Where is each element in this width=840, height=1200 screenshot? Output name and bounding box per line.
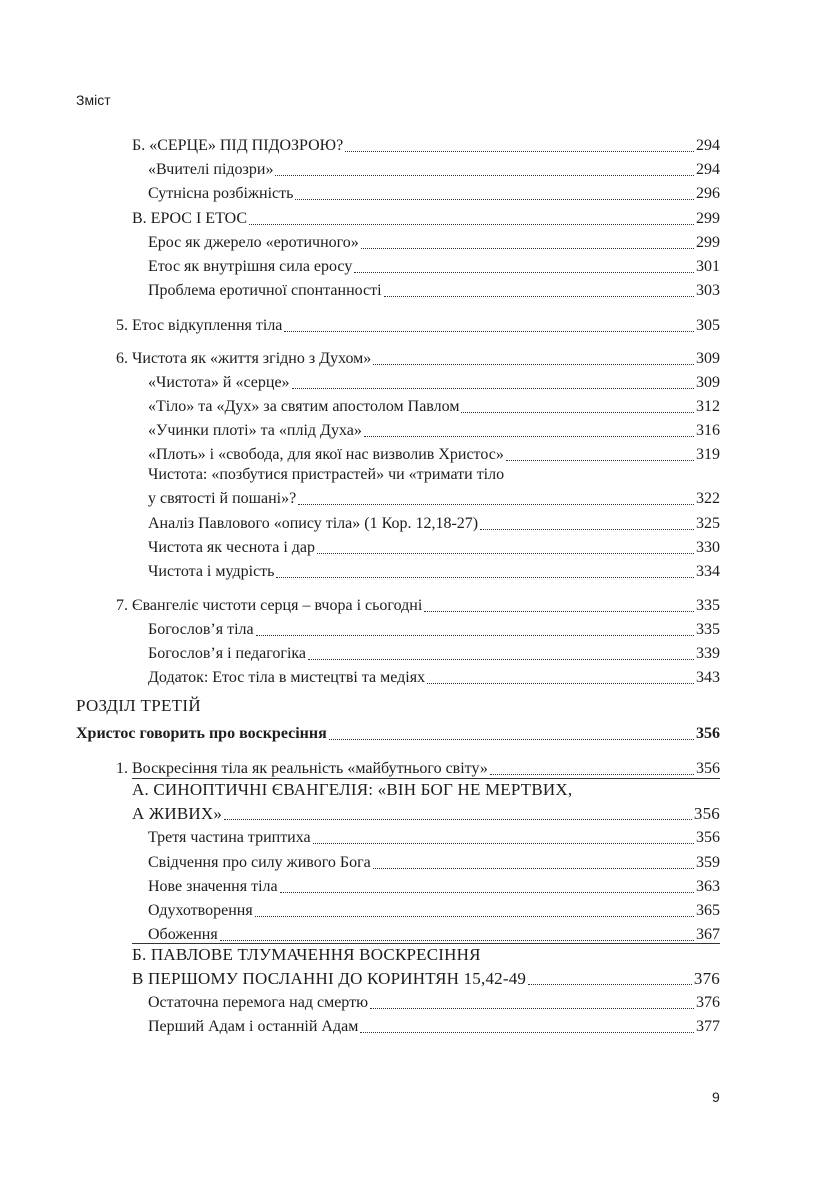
running-header: Зміст: [76, 92, 111, 108]
toc-entry-first-line: Чистота: «позбутися пристрастей» чи «тримати тіло: [148, 466, 505, 483]
toc-entry-page: 294: [696, 137, 720, 154]
dot-leader: [255, 916, 694, 917]
dot-leader: [298, 504, 694, 505]
dot-leader: [256, 635, 694, 636]
toc-entry[interactable]: [116, 312, 720, 336]
dot-leader: [354, 272, 694, 273]
toc-entry-page: 363: [696, 878, 720, 895]
toc-entry-title: Додаток: Етос тіла в мистецтві та медіях: [148, 669, 426, 686]
dot-leader: [220, 940, 694, 941]
toc-entry-page: 309: [696, 350, 720, 367]
dot-leader: [373, 868, 694, 869]
toc-entry-title: «Учинки плоті» та «плід Духа»: [148, 422, 362, 439]
toc-entry-title: Етос як внутрішня сила еросу: [148, 258, 353, 275]
toc-entry-title: Ерос як джерело «еротичного»: [148, 234, 359, 251]
toc-entry[interactable]: [148, 156, 720, 180]
toc-entry-page: 305: [696, 317, 720, 334]
page-number: 9: [712, 1089, 720, 1105]
toc-entry-page: 334: [696, 563, 720, 580]
toc-entry-title: Сутнісна розбіжність: [148, 185, 294, 202]
toc-entry[interactable]: [148, 485, 720, 509]
toc-entry-title: Нове значення тіла: [148, 878, 278, 895]
toc-entry-first-line: А. СИНОПТИЧНІ ЄВАНГЕЛІЯ: «ВІН БОГ НЕ МЕРТВИХ,: [132, 780, 573, 799]
toc-entry-title: Чистота і мудрість: [148, 563, 275, 580]
toc-entry-title: Перший Адам і останній Адам: [148, 1018, 359, 1035]
toc-entry-title: Третя частина триптиха: [148, 829, 311, 846]
toc-entry[interactable]: [132, 205, 720, 229]
toc-entry-page: 356: [696, 725, 720, 742]
toc-entry-page: 322: [696, 490, 720, 507]
dot-leader: [370, 1008, 694, 1009]
toc-entry-title: Одухотворення: [148, 902, 253, 919]
toc-entry-title: «Чистота» й «серце»: [148, 374, 290, 391]
dot-leader: [345, 151, 694, 152]
toc-entry-page: 376: [696, 994, 720, 1011]
toc-entry-title: 6. Чистота як «життя згідно з Духом»: [116, 350, 372, 367]
toc-entry-page: 309: [696, 374, 720, 391]
toc-entry[interactable]: [148, 393, 720, 417]
toc-entry-title: Чистота як чеснота і дар: [148, 539, 316, 556]
toc-entry[interactable]: [148, 873, 720, 897]
toc-entry-page: 299: [696, 234, 720, 251]
toc-entry-title: 7. Євангеліє чистоти серця – вчора і сьогодні: [116, 597, 423, 614]
section-title: РОЗДІЛ ТРЕТІЙ: [76, 696, 201, 715]
toc-entry-page: 325: [696, 515, 720, 532]
dot-leader: [317, 553, 694, 554]
toc-entry[interactable]: [116, 755, 720, 779]
toc-entry-title: Богослов’я тіла: [148, 621, 254, 638]
toc-entry-page: 367: [696, 926, 720, 943]
toc-entry-title: Проблема еротичної спонтанності: [148, 282, 382, 299]
dot-leader: [308, 659, 694, 660]
toc-entry-page: 376: [693, 969, 720, 988]
toc-entry-title: Остаточна перемога над смертю: [148, 994, 369, 1011]
toc-entry[interactable]: [148, 417, 720, 441]
toc-entry-first-line: Б. ПАВЛОВЕ ТЛУМАЧЕННЯ ВОСКРЕСІННЯ: [132, 945, 481, 964]
toc-entry-page: 301: [696, 258, 720, 275]
divider: [132, 778, 720, 779]
dot-leader: [373, 364, 694, 365]
toc-entry[interactable]: [148, 849, 720, 873]
toc-entry[interactable]: [148, 441, 720, 465]
toc-entry-title: 1. Воскресіння тіла як реальність «майбутнього світу»: [116, 760, 488, 777]
dot-leader: [424, 611, 694, 612]
toc-entry-page: 312: [696, 398, 720, 415]
toc-entry[interactable]: [132, 965, 720, 989]
dot-leader: [490, 774, 694, 775]
toc-entry-title: Свідчення про силу живого Бога: [148, 854, 371, 871]
toc-entry-page: 359: [696, 854, 720, 871]
toc-entry[interactable]: [148, 369, 720, 393]
toc-entry[interactable]: [116, 345, 720, 369]
toc-entry-page: 365: [696, 902, 720, 919]
dot-leader: [506, 460, 694, 461]
toc-entry-page: 330: [696, 539, 720, 556]
toc-entry-title: Христос говорить про воскресіння: [76, 725, 327, 742]
toc-entry[interactable]: [148, 510, 720, 534]
toc-entry-title: Богослов’я і педагогіка: [148, 645, 307, 662]
toc-entry[interactable]: [148, 558, 720, 582]
toc-entry-title: Б. «СЕРЦЕ» ПІД ПІДОЗРОЮ?: [132, 137, 344, 154]
toc-entry-page: 299: [696, 210, 720, 227]
toc-entry-page: 296: [696, 185, 720, 202]
toc-entry[interactable]: [148, 253, 720, 277]
toc-entry-title: Аналіз Павлового «опису тіла» (1 Кор. 12,18-27): [148, 515, 479, 532]
toc-entry-title: В ПЕРШОМУ ПОСЛАННІ ДО КОРИНТЯН 15,42-49: [132, 969, 527, 988]
dot-leader: [329, 739, 694, 740]
toc-entry-title: 5. Етос відкуплення тіла: [116, 317, 283, 334]
toc-entry-title: «Тіло» та «Дух» за святим апостолом Павлом: [148, 398, 460, 415]
dot-leader: [249, 224, 694, 225]
dot-leader: [295, 199, 694, 200]
toc-entry[interactable]: [132, 800, 720, 824]
toc-entry[interactable]: [148, 616, 720, 640]
toc-entry-page: 294: [696, 161, 720, 178]
toc-entry[interactable]: [148, 534, 720, 558]
toc-entry[interactable]: [116, 592, 720, 616]
toc-entry-title: «Плоть» і «свобода, для якої нас визволив Христос»: [148, 446, 504, 463]
toc-entry-title: В. ЕРОС І ЕТОС: [132, 210, 248, 227]
toc-entry-page: 343: [696, 669, 720, 686]
toc-entry[interactable]: [148, 640, 720, 664]
toc-entry-page: 335: [696, 621, 720, 638]
toc-entry-page: 356: [693, 804, 720, 823]
toc-entry-page: 319: [696, 446, 720, 463]
toc-entry-page: 356: [696, 829, 720, 846]
dot-leader: [528, 984, 692, 985]
toc-entry-title: у святості й пошані»?: [148, 490, 297, 507]
toc-entry-title: «Вчителі підозри»: [148, 161, 274, 178]
dot-leader: [461, 412, 694, 413]
toc-entry[interactable]: [148, 897, 720, 921]
dot-leader: [313, 843, 694, 844]
dot-leader: [361, 248, 694, 249]
dot-leader: [480, 529, 694, 530]
toc-entry-title: А ЖИВИХ»: [132, 804, 223, 823]
dot-leader: [280, 892, 694, 893]
dot-leader: [224, 819, 692, 820]
dot-leader: [360, 1032, 694, 1033]
toc-entry-page: 339: [696, 645, 720, 662]
toc-entry[interactable]: [148, 664, 720, 688]
toc-entry-page: 316: [696, 422, 720, 439]
toc-entry[interactable]: [76, 720, 720, 744]
dot-leader: [284, 331, 694, 332]
toc-entry-page: 377: [696, 1018, 720, 1035]
toc-entry[interactable]: [148, 824, 720, 848]
toc-entry[interactable]: [148, 989, 720, 1013]
toc-entry-title: Обоження: [148, 926, 218, 943]
dot-leader: [384, 296, 694, 297]
toc-entry[interactable]: [132, 132, 720, 156]
dot-leader: [276, 577, 694, 578]
toc-entry[interactable]: [148, 180, 720, 204]
toc-entry-page: 356: [696, 760, 720, 777]
dot-leader: [275, 175, 694, 176]
toc-entry-page: 335: [696, 597, 720, 614]
toc-entry[interactable]: [148, 921, 720, 945]
dot-leader: [364, 436, 694, 437]
divider: [132, 943, 720, 944]
toc-entry[interactable]: [148, 1013, 720, 1037]
dot-leader: [427, 683, 694, 684]
toc-entry[interactable]: [148, 229, 720, 253]
dot-leader: [292, 388, 694, 389]
toc-entry-page: 303: [696, 282, 720, 299]
toc-entry[interactable]: [148, 277, 720, 301]
